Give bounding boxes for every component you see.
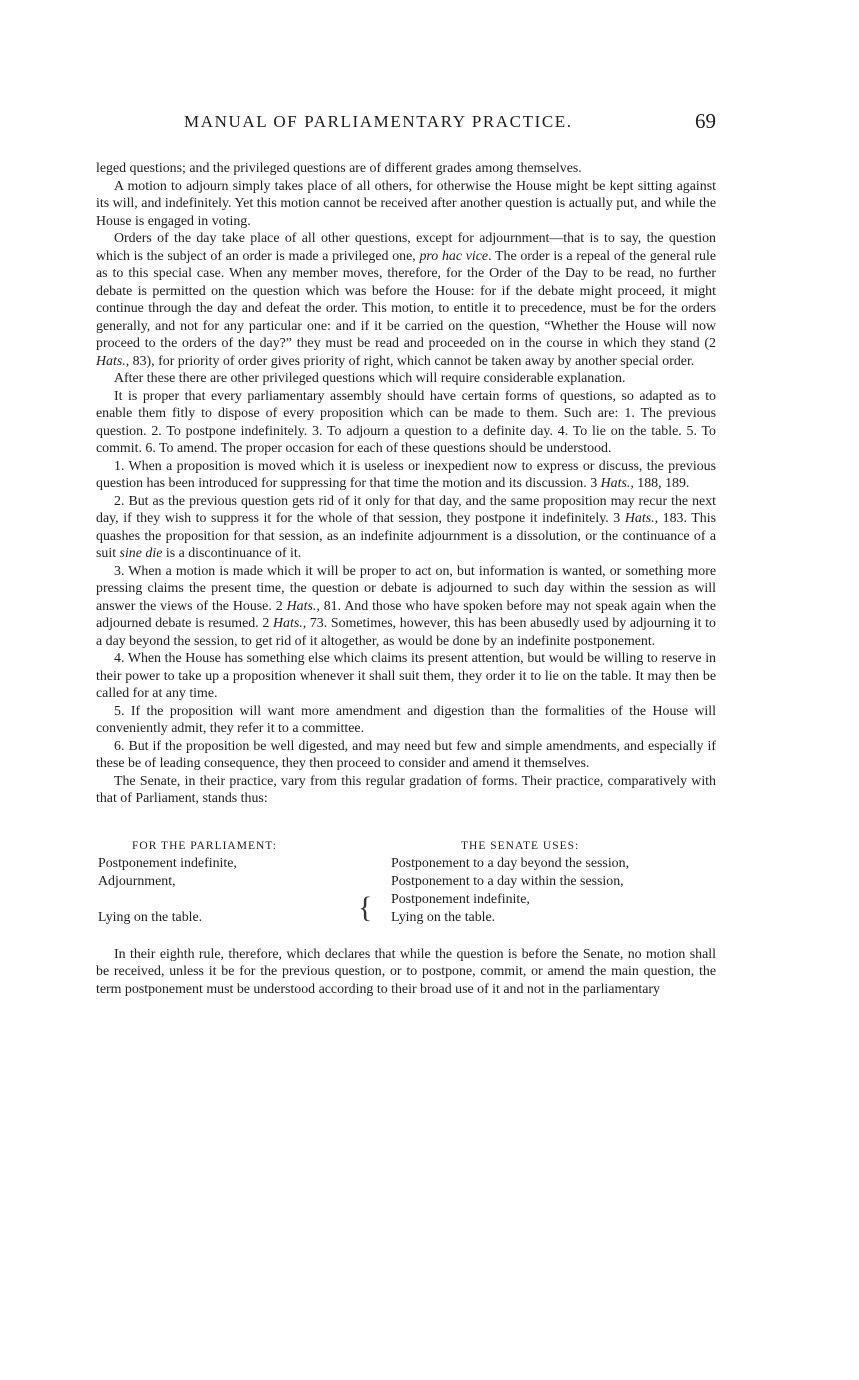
body-paragraph: 5. If the proposition will want more amendment and digestion than the formalities of the House will conveniently admit, they refer it to a committee. [96, 703, 716, 736]
comparison-table [96, 838, 716, 930]
text-run: Orders of the day take place of all other questions, except for adjournment—that is to say, the question which is the subject of an order is made a privileged one, [96, 231, 716, 264]
senate-heading: THE SENATE USES: [461, 839, 580, 852]
italic-citation: sine die [119, 546, 163, 561]
body-paragraph: 6. But if the proposition be well digested, and may need but few and simple amendments, and especially if these be of leading consequence, they then proceed to consider and amend it themselves. [96, 738, 716, 771]
italic-citation: Hats., [272, 616, 307, 631]
parliament-row: Lying on the table. [98, 910, 203, 925]
text-run: 188, 189. [633, 476, 690, 491]
body-paragraph [96, 563, 716, 651]
parliament-row: Adjournment, [98, 874, 176, 889]
italic-citation: Hats., [96, 353, 130, 369]
italic-citation: Hats., [600, 476, 634, 491]
body-paragraph: It is proper that every parliamentary assembly should have certain forms of questions, so adapted as to enable them fitly to dispose of every proposition which can be made to them. Such are: 1. The previous question. 2. To postpone indefinitely. 3. To adjourn a question to a definite day. 4. To lie on the table. 5. To commit. 6. To amend. The proper occasion for each of these questions should be understood. [96, 388, 716, 456]
parliament-row [98, 891, 348, 909]
text-run: 3. When a motion is made which it will be proper to act on, but information is wanted, or something more pressing claims the present time, the question or debate is adjourned to such day within the session as will answer the views of the House. 2 [96, 563, 716, 614]
parliament-heading: FOR THE PARLIAMENT: [132, 839, 277, 852]
italic-citation: Hats., [286, 598, 320, 614]
text-run: 183. This quashes the proposition for that session, as an indefinite adjournment is a dissolution, or the continuance of a suit [96, 511, 716, 561]
brace-glyph: { [358, 890, 373, 924]
page-body [96, 160, 716, 998]
running-title: MANUAL OF PARLIAMENTARY PRACTICE. [184, 112, 573, 131]
body-paragraph: After these there are other privileged questions which will require considerable explanation. [114, 371, 626, 386]
page-number: 69 [695, 109, 716, 133]
text-run: 83), for priority of order gives priority of right, which cannot be taken away by another special order. [129, 353, 695, 369]
senate-row: Postponement to a day within the session, [391, 874, 624, 889]
body-paragraph: The Senate, in their practice, vary from this regular gradation of forms. Their practice, comparatively with that of Parliament, stands thus: [96, 773, 716, 806]
body-paragraph [96, 458, 716, 493]
text-run: 2. But as the previous question gets rid of it only for that day, and the same proposition may recur the next day, if they wish to suppress it for the whole of that session, they postpone it indefinitely. 3 [96, 493, 716, 526]
running-header [96, 109, 716, 140]
body-paragraph: 4. When the House has something else which claims its present attention, but would be willing to reserve in their power to take up a proposition whenever it shall suit them, they order it to lie on the table. It may then be called for at any time. [96, 651, 716, 701]
senate-row: Postponement indefinite, [391, 892, 530, 907]
text-run: 81. And those who have spoken before may not speak again when the adjourned debate is resumed. 2 [96, 598, 716, 631]
senate-column [391, 838, 721, 928]
text-run: 73. Sometimes, however, this has been abusedly used by adjourning it to a day beyond the session, to get rid of it altogether, as would be done by an indefinite postponement. [96, 616, 716, 649]
body-paragraph [96, 230, 716, 370]
body-paragraph: A motion to adjourn simply takes place of all others, for otherwise the House might be kept sitting against its will, and indefinitely. Yet this motion cannot be received after another question is actually put, and while the House is engaged in voting. [96, 178, 716, 229]
text-run: 1. When a proposition is moved which it is useless or inexpedient now to express or discuss, the previous question has been introduced for suppressing for that time the motion and its discussion. 3 [96, 458, 716, 491]
text-run: . The order is a repeal of the general rule as to this special case. When any member moves, therefore, for the Order of the Day to be read, no further debate is permitted on the question which was before the House: for if the debate might proceed, it might continue through the day and defeat the order. This motion, to entitle it to precedence, must be for the orders generally, and not for any particular one: and if it be carried on the question, “Whether the House will now proceed to the orders of the day?” they must be read and proceeded on in the course in which they stand (2 [96, 248, 716, 351]
body-paragraph [96, 493, 716, 563]
italic-citation: pro hac vice [419, 248, 489, 264]
senate-row: Postponement to a day beyond the session, [391, 856, 630, 871]
body-paragraph: leged questions; and the privileged questions are of different grades among themselves. [96, 161, 582, 176]
senate-row: Lying on the table. [391, 910, 496, 925]
italic-citation: Hats., [624, 511, 659, 526]
text-run: is a discontinuance of it. [162, 546, 302, 561]
parliament-column [98, 838, 348, 928]
paragraph-list [96, 160, 716, 808]
closing-paragraph: In their eighth rule, therefore, which declares that while the question is before the Senate, no motion shall be received, unless it be for the previous question, or to postpone, commit, or amend the main question, the term postponement must be understood according to their broad use of it and not in the parliamentary [96, 946, 716, 997]
parliament-row: Postponement indefinite, [98, 856, 237, 871]
